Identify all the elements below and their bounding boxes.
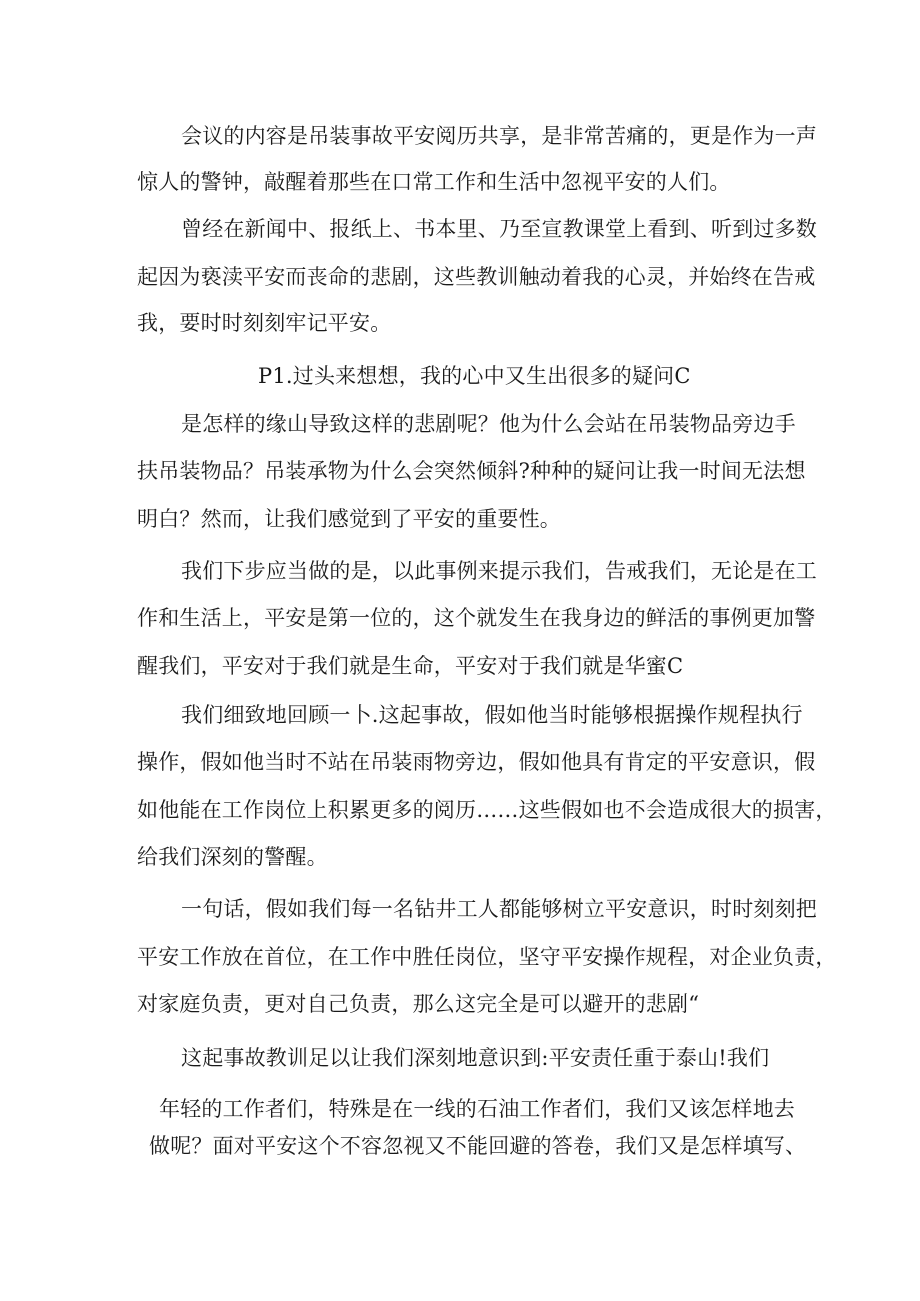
text-line-1: 会议的内容是吊装事故平安阅历共享，是非常苦痛的，更是作为一声 [181, 124, 817, 148]
text-line-5: 我，要时时刻刻牢记平安。 [137, 311, 392, 335]
text-line-14: 操作，假如他当时不站在吊装雨物旁边，假如他具有肯定的平安意识，假 [137, 750, 816, 774]
text-line-19: 对家庭负责，更对自己负责，那么这完全是可以避开的悲剧“ [137, 992, 700, 1016]
text-line-13: 我们细致地回顾一卜.这起事故，假如他当时能够根据操作规程执行 [181, 703, 803, 727]
text-line-12: 醒我们，平安对于我们就是生命，平安对于我们就是华蜜C [137, 654, 684, 678]
text-line-3: 曾经在新闻中、报纸上、书本里、乃至宣教课堂上看到、听到过多数 [181, 217, 817, 241]
text-line-20: 这起事故教训足以让我们深刻地意识到:平安责任重于泰山!我们 [181, 1046, 770, 1070]
text-line-16: 给我们深刻的警醒。 [137, 845, 328, 869]
text-line-9: 明白？然而，让我们感觉到了平安的重要性。 [137, 507, 561, 531]
text-line-8: 扶吊装物品？吊装承物为什么会突然倾斜?种种的疑问让我一时间无法想 [137, 459, 806, 483]
text-line-4: 起因为亵渎平安而丧命的悲剧，这些教训触动着我的心灵，并始终在告戒 [137, 265, 816, 289]
text-line-15: 如他能在工作岗位上积累更多的阅历……这些假如也不会造成很大的损害， [137, 798, 837, 822]
text-line-10: 我们下步应当做的是，以此事例来提示我们，告戒我们，无论是在工 [181, 559, 817, 583]
text-line-7: 是怎样的缘山导致这样的悲剧呢？他为什么会站在吊装物品旁边手 [181, 412, 796, 436]
text-line-2: 惊人的警钟，敲醒着那些在口常工作和生活中忽视平安的人们。 [137, 170, 731, 194]
text-line-6: P1.过头来想想，我的心中又生出很多的疑问C [258, 364, 691, 388]
text-line-22: 做呢？面对平安这个不容忽视又不能回避的答卷，我们又是怎样填写、 [149, 1134, 807, 1158]
text-line-18: 平安工作放在首位，在工作中胜任岗位，坚守平安操作规程，对企业负责， [137, 945, 837, 969]
text-line-17: 一句话，假如我们每一名钻井工人都能够树立平安意识，时时刻刻把 [181, 897, 817, 921]
text-line-21: 年轻的工作者们，特殊是在一线的石油工作者们，我们又该怎样地去 [159, 1097, 795, 1121]
text-line-11: 作和生活上，平安是第一位的，这个就发生在我身边的鲜活的事例更加警 [137, 606, 816, 630]
